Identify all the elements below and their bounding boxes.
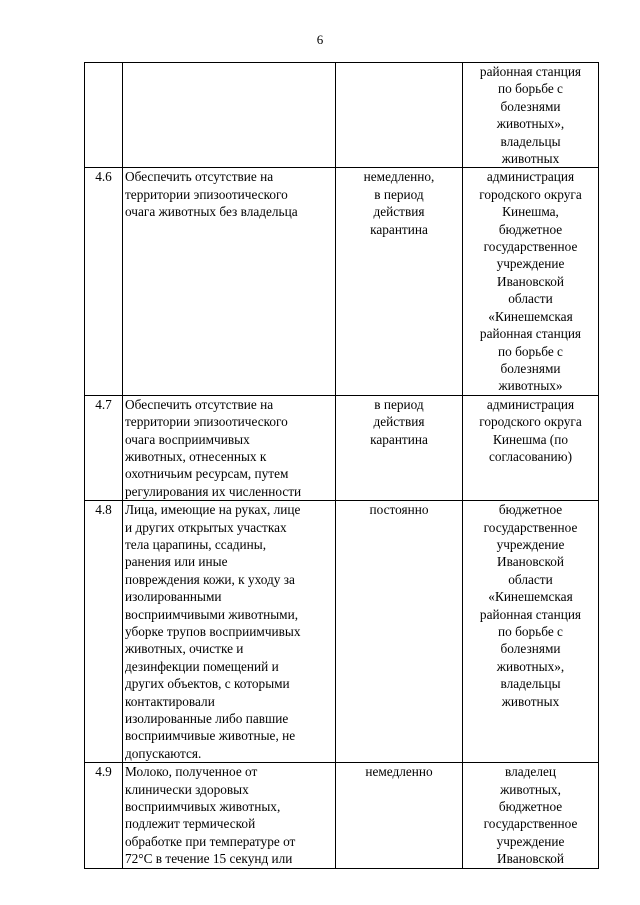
action-line: очага животных без владельца — [125, 204, 298, 220]
term-line: действия — [373, 414, 425, 430]
item-number: 4.9 — [85, 763, 123, 868]
action-line: восприимчивые животные, не — [125, 728, 296, 744]
responsible-cell — [463, 63, 599, 168]
action-line: животных, отнесенных к — [125, 448, 267, 464]
action-line: территории эпизоотического — [125, 186, 288, 202]
action-cell — [123, 63, 336, 168]
measures-table — [84, 62, 599, 869]
action-line: подлежит термической — [125, 816, 256, 832]
action-line: других объектов, с которыми — [125, 676, 290, 692]
responsible-line: Ивановской — [496, 273, 565, 289]
action-line: Обеспечить отсутствие на — [125, 396, 274, 412]
responsible-line: учреждение — [496, 536, 565, 552]
responsible-line: владельцы — [500, 676, 561, 692]
term-cell — [336, 395, 463, 500]
responsible-line: Кинешма, — [502, 204, 559, 220]
action-line: восприимчивых животных, — [125, 799, 281, 815]
action-line: дезинфекции помещений и — [125, 658, 279, 674]
action-line: восприимчивыми животными, — [125, 606, 299, 622]
responsible-line: по борьбе с — [498, 81, 563, 97]
term-line: карантина — [370, 221, 428, 237]
responsible-line: районная станция — [479, 326, 582, 342]
responsible-line: владелец — [505, 764, 556, 780]
responsible-line: учреждение — [496, 833, 565, 849]
responsible-line: администрация — [486, 169, 575, 185]
action-line: изолированными — [125, 589, 222, 605]
responsible-line: животных — [501, 151, 560, 167]
action-line: территории эпизоотического — [125, 414, 288, 430]
responsible-line: животных, — [500, 781, 561, 797]
action-line: тела царапины, ссадины, — [125, 536, 267, 552]
term-cell — [336, 63, 463, 168]
responsible-line: по борьбе с — [498, 624, 563, 639]
action-line: повреждения кожи, к уходу за — [125, 571, 295, 587]
responsible-line: администрация — [486, 396, 575, 412]
table-row — [85, 501, 599, 763]
responsible-line: государственное — [483, 519, 578, 535]
responsible-line: бюджетное — [498, 799, 563, 815]
item-number: 4.8 — [85, 501, 123, 763]
action-line: животных, очистке и — [125, 641, 244, 657]
action-line: уборке трупов восприимчивых — [125, 624, 301, 639]
term-line: постоянно — [369, 502, 429, 518]
responsible-line: бюджетное — [498, 221, 563, 237]
action-line: изолированные либо павшие — [125, 711, 289, 727]
responsible-line: животных», — [496, 116, 565, 132]
term-line: в период — [374, 186, 424, 202]
table-row — [85, 395, 599, 500]
responsible-line: городского округа — [479, 414, 582, 430]
responsible-line: Ивановской — [496, 851, 565, 867]
action-line: Обеспечить отсутствие на — [125, 169, 274, 185]
term-line: в период — [374, 396, 424, 412]
responsible-line: животных» — [498, 378, 563, 394]
responsible-line: государственное — [483, 239, 578, 255]
responsible-cell — [463, 501, 599, 763]
responsible-line: Ивановской — [496, 554, 565, 570]
action-line: допускаются. — [125, 745, 202, 761]
table-row — [85, 63, 599, 168]
responsible-line: бюджетное — [498, 502, 563, 518]
term-cell — [336, 763, 463, 868]
responsible-line: согласованию) — [488, 448, 572, 464]
action-line: охотничьим ресурсам, путем — [125, 466, 289, 482]
term-line: немедленно, — [363, 169, 435, 185]
responsible-cell — [463, 763, 599, 868]
term-line: немедленно — [365, 764, 433, 780]
responsible-line: владельцы — [500, 133, 561, 149]
action-cell — [123, 395, 336, 500]
action-line: клинически здоровых — [125, 781, 249, 797]
responsible-cell — [463, 395, 599, 500]
responsible-line: по борьбе с — [498, 343, 563, 359]
responsible-line: болезнями — [500, 360, 561, 376]
action-line: контактировали — [125, 693, 215, 709]
responsible-cell — [463, 168, 599, 395]
responsible-line: районная станция — [479, 606, 582, 622]
action-line: обработке при температуре от — [125, 833, 296, 849]
responsible-line: учреждение — [496, 256, 565, 272]
responsible-line: болезнями — [500, 641, 561, 657]
table-row — [85, 168, 599, 395]
responsible-line: районная станция — [479, 64, 582, 79]
action-cell — [123, 763, 336, 868]
page-number: 6 — [316, 32, 324, 47]
responsible-line: области — [508, 291, 553, 307]
action-line: 72°С в течение 15 секунд или — [125, 851, 293, 867]
action-line: ранения или иные — [125, 554, 228, 570]
table-row — [85, 763, 599, 868]
responsible-line: «Кинешемская — [488, 589, 573, 605]
term-cell — [336, 501, 463, 763]
action-line: очага восприимчивых — [125, 431, 250, 447]
action-line: Молоко, полученное от — [125, 764, 258, 780]
action-line: регулирования их численности — [125, 483, 302, 499]
action-cell — [123, 168, 336, 395]
responsible-line: болезнями — [500, 98, 561, 114]
responsible-line: животных — [501, 693, 560, 709]
responsible-line: области — [508, 571, 553, 587]
responsible-line: Кинешма (по — [493, 431, 568, 447]
item-number — [85, 63, 123, 168]
action-line: Лица, имеющие на руках, лице — [125, 502, 301, 518]
item-number: 4.6 — [85, 168, 123, 395]
term-line: карантина — [370, 431, 428, 447]
item-number: 4.7 — [85, 395, 123, 500]
responsible-line: животных», — [496, 658, 565, 674]
action-cell — [123, 501, 336, 763]
responsible-line: «Кинешемская — [488, 308, 573, 324]
term-cell — [336, 168, 463, 395]
responsible-line: городского округа — [479, 186, 582, 202]
responsible-line: государственное — [483, 816, 578, 832]
action-line: и других открытых участках — [125, 519, 287, 535]
term-line: действия — [373, 204, 425, 220]
